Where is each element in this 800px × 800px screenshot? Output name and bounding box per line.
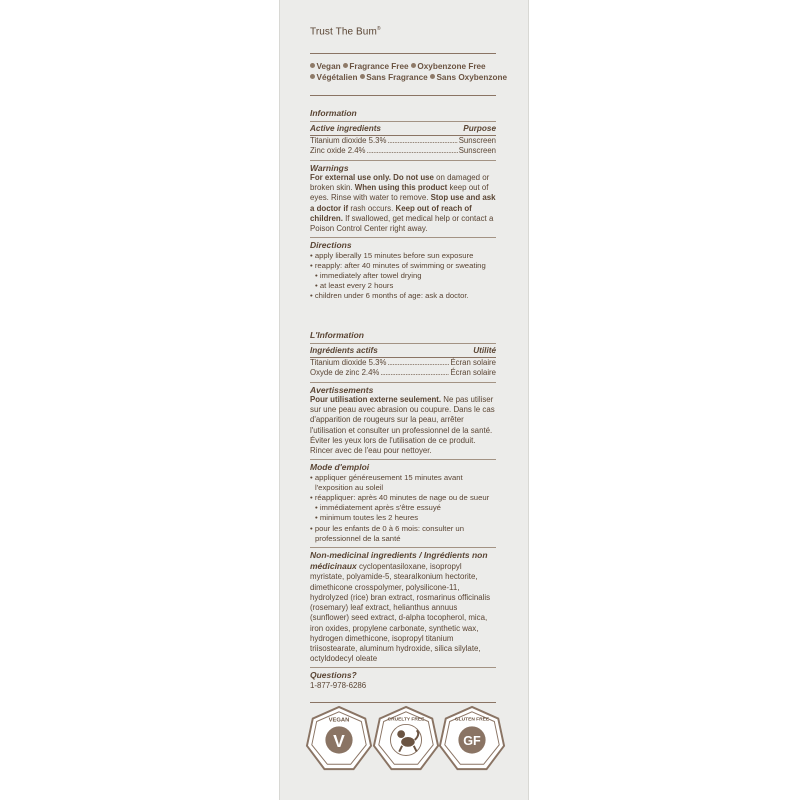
- warnings-text: For external use only. Do not use on damaged or broken skin. When using this product keep out of eyes. Rinse with water to remove. Stop use and ask a doctor if rash occurs. Keep out of reach of children. If swallowed, get medical help or contact a Poison Control Center right away.: [310, 173, 496, 234]
- french-drug-facts: [310, 330, 496, 691]
- cruelty-free-badge-icon: [372, 705, 440, 773]
- list-item: • réappliquer: après 40 minutes de nage ou de sueur: [310, 493, 490, 503]
- active-header: Active ingredients Purpose: [310, 124, 496, 135]
- section-title: L'Information: [310, 330, 364, 340]
- brand-name: Trust The Bum®: [310, 26, 381, 38]
- list-item: • minimum toutes les 2 heures: [315, 513, 419, 523]
- claims-fr: Végétalien Sans Fragrance Sans Oxybenzone: [310, 72, 500, 83]
- active-header: Ingrédients actifs Utilité: [310, 346, 496, 357]
- phone-number: 1-877-978-6286: [310, 680, 367, 690]
- active-row: Zinc oxide 2.4% ..... Sunscreen: [310, 146, 496, 156]
- divider: [310, 95, 496, 96]
- list-item: • immédiatement après s'être essuyé: [315, 503, 441, 513]
- section-title: Information: [310, 108, 357, 118]
- active-row: Titanium dioxide 5.3% ..... Écran solaire: [310, 358, 496, 368]
- claims-en: Vegan Fragrance Free Oxybenzone Free: [310, 61, 500, 72]
- warnings-title: Avertissements: [310, 384, 374, 395]
- certification-badges: [310, 705, 510, 785]
- list-item: • at least every 2 hours: [315, 281, 394, 291]
- claims: [310, 61, 507, 83]
- directions-title: Directions: [310, 240, 352, 251]
- active-row: Oxyde de zinc 2.4% ..... Écran solaire: [310, 368, 496, 378]
- svg-text:VEGAN: VEGAN: [328, 717, 350, 724]
- nonmedicinal-ingredients: Non-medicinal ingredients / Ingrédients non médicinaux cyclopentasiloxane, isopropyl myristate, polyamide-5, stearalkonium hectorite, dimethicone crosspolymer, polysilicone-11, hydrolyzed (rice) bran extract, rosmarinus officinalis (rosemary) leaf extract, helianthus annuus (sunflower) seed extract, d-alpha tocopherol, mica, iron oxides, propylene carbonate, synthetic wax, hydrogen dimethicone, isopropyl titanium triisostearate, aluminum hydroxide, silica silylate, octyldodecyl oleate: [310, 550, 491, 664]
- vegan-badge-icon: [305, 705, 373, 773]
- active-row: Titanium dioxide 5.3% ..... Sunscreen: [310, 136, 496, 146]
- list-item: • reapply: after 40 minutes of swimming or sweating: [310, 260, 486, 270]
- svg-text:CRUELTY FREE: CRUELTY FREE: [387, 717, 425, 723]
- svg-text:GLUTEN FREE: GLUTEN FREE: [454, 717, 490, 723]
- svg-text:GF: GF: [463, 733, 481, 748]
- divider: [310, 702, 496, 703]
- list-item: • pour les enfants de 0 à 6 mois: consulter un professionnel de la santé: [310, 523, 464, 543]
- svg-text:V: V: [333, 730, 345, 751]
- list-item: • immediately after towel drying: [315, 271, 422, 281]
- list-item: • apply liberally 15 minutes before sun exposure: [310, 250, 474, 260]
- warnings-text: Pour utilisation externe seulement. Ne pas utiliser sur une peau avec abrasion ou coupure. Dans le cas d'apparition de rougeurs sur la peau, arrêter l'utilisation et consulter un professionnel de la santé. Éviter les yeux lors de l'utilisation de ce produit. Rincer avec de l'eau pour nettoyer.: [310, 395, 495, 456]
- list-item: • appliquer généreusement 15 minutes avant l'exposition au soleil: [310, 472, 463, 492]
- list-item: • children under 6 months of age: ask a doctor.: [310, 291, 469, 301]
- directions-list: [310, 251, 496, 302]
- directions-list: [310, 473, 496, 544]
- warnings-title: Warnings: [310, 162, 349, 173]
- questions-title: Questions?: [310, 670, 357, 681]
- english-drug-facts: [310, 108, 496, 302]
- gluten-free-badge-icon: [438, 705, 506, 773]
- directions-title: Mode d'emploi: [310, 462, 370, 473]
- divider: [310, 53, 496, 54]
